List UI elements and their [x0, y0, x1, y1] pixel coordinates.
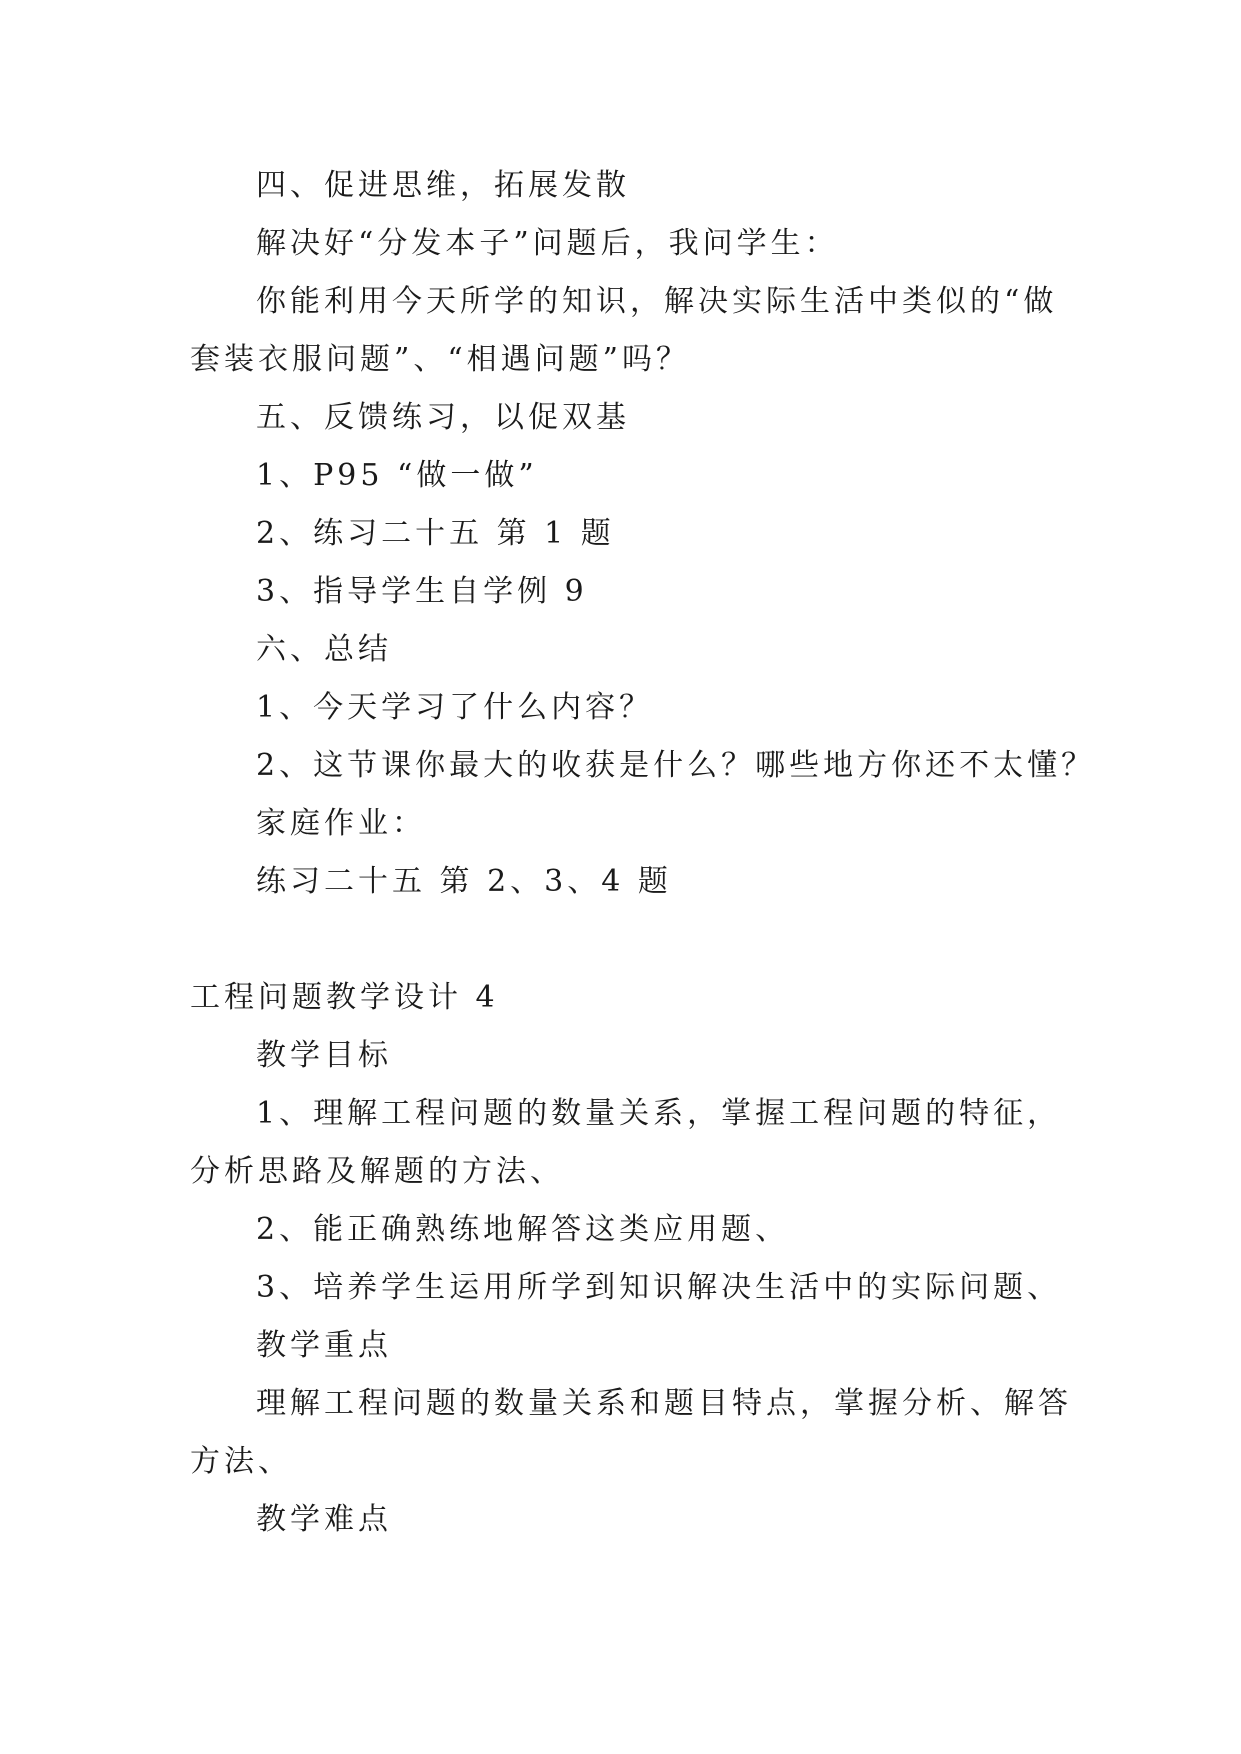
- section-heading-6: 六、总结: [256, 632, 392, 667]
- paragraph-line: 解决好“分发本子”问题后，我问学生：: [256, 226, 839, 261]
- list-item: 1、理解工程问题的数量关系，掌握工程问题的特征，: [256, 1096, 1062, 1131]
- section-heading-4: 四、促进思维，拓展发散: [256, 168, 630, 203]
- subheading-objectives: 教学目标: [256, 1038, 392, 1073]
- paragraph-line: 练习二十五 第 2、3、4 题: [256, 864, 672, 899]
- list-item: 2、能正确熟练地解答这类应用题、: [256, 1212, 790, 1247]
- section-heading-5: 五、反馈练习，以促双基: [256, 400, 630, 435]
- homework-heading: 家庭作业：: [256, 806, 426, 841]
- list-item: 3、指导学生自学例 9: [256, 574, 588, 609]
- paragraph-line: 分析思路及解题的方法、: [190, 1154, 564, 1189]
- subheading-key-points: 教学重点: [256, 1328, 392, 1363]
- list-item: 1、今天学习了什么内容？: [256, 690, 654, 725]
- document-title: 工程问题教学设计 4: [190, 980, 499, 1015]
- paragraph-line: 套装衣服问题”、“相遇问题”吗？: [190, 342, 691, 377]
- list-item: 2、练习二十五 第 1 题: [256, 516, 615, 551]
- list-item: 2、这节课你最大的收获是什么？哪些地方你还不太懂？: [256, 748, 1096, 783]
- list-item: 1、P95 “做一做”: [256, 458, 538, 493]
- subheading-difficulties: 教学难点: [256, 1502, 392, 1537]
- paragraph-line: 你能利用今天所学的知识，解决实际生活中类似的“做: [256, 284, 1058, 319]
- paragraph-line: 方法、: [190, 1444, 292, 1479]
- list-item: 3、培养学生运用所学到知识解决生活中的实际问题、: [256, 1270, 1062, 1305]
- paragraph-line: 理解工程问题的数量关系和题目特点，掌握分析、解答: [256, 1386, 1072, 1421]
